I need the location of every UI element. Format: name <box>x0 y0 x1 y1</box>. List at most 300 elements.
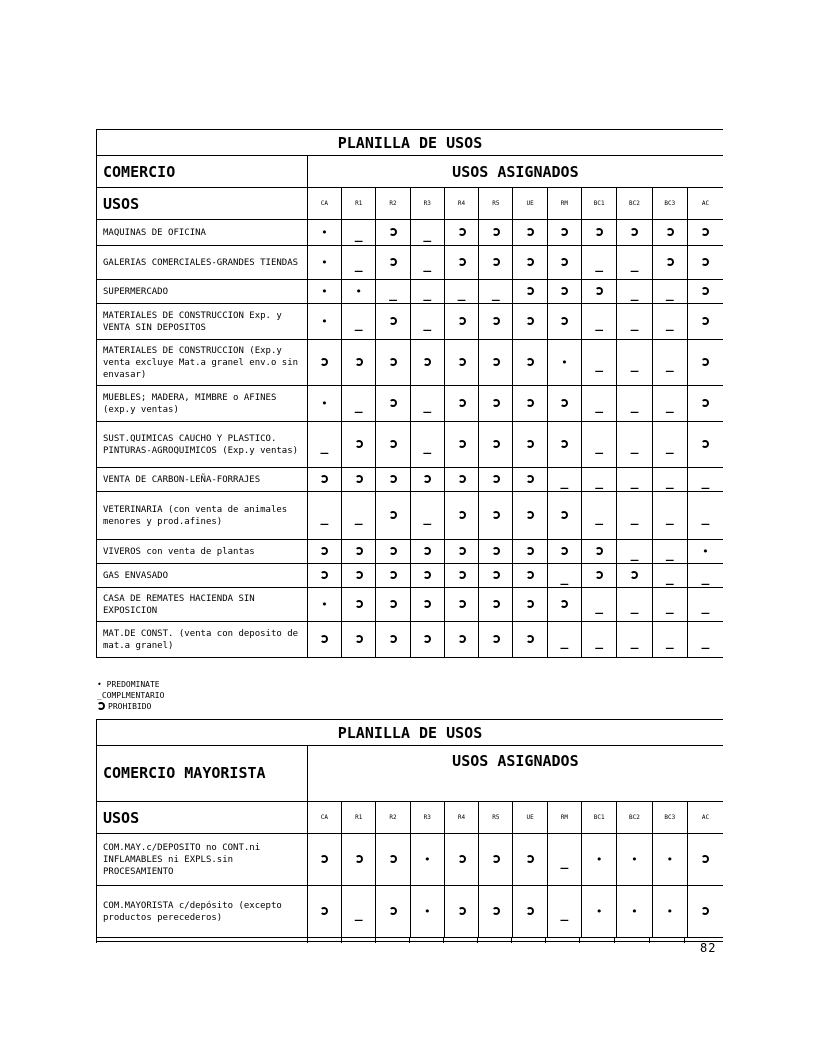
use-cell <box>307 280 341 304</box>
use-cell <box>444 422 478 468</box>
complementario-mark: _ <box>630 635 639 650</box>
use-cell <box>410 220 444 246</box>
prohibido-icon <box>355 635 363 643</box>
use-cell <box>307 422 341 468</box>
use-cell <box>652 834 687 886</box>
use-cell <box>410 886 444 938</box>
legend <box>97 679 164 712</box>
column-header: RM <box>547 188 581 220</box>
use-cell <box>652 622 687 658</box>
complementario-mark: _ <box>354 258 363 273</box>
prohibido-icon <box>560 547 568 555</box>
column-header: R3 <box>410 188 444 220</box>
prohibido-icon <box>595 287 603 295</box>
column-header: CA <box>307 188 341 220</box>
use-cell <box>479 886 513 938</box>
use-cell <box>547 886 581 938</box>
prohibido-icon <box>526 440 534 448</box>
table-row <box>97 564 724 588</box>
use-cell <box>513 340 547 386</box>
column-header: CA <box>307 802 341 834</box>
use-cell <box>652 422 687 468</box>
use-cell <box>307 220 341 246</box>
use-cell <box>547 564 581 588</box>
use-cell <box>307 492 341 540</box>
use-name: VIVEROS con venta de plantas <box>97 540 308 564</box>
prohibido-icon <box>423 547 431 555</box>
use-cell <box>652 492 687 540</box>
use-cell <box>582 492 617 540</box>
continuation-divider <box>477 938 478 943</box>
table-row <box>97 340 724 386</box>
prohibido-icon <box>458 855 466 863</box>
use-cell <box>342 220 376 246</box>
predominante-mark: • <box>321 397 328 410</box>
use-cell <box>513 564 547 588</box>
complementario-mark: _ <box>595 399 604 414</box>
use-cell <box>513 280 547 304</box>
use-cell <box>479 492 513 540</box>
use-cell <box>342 280 376 304</box>
legend-prohibido-label: PROHIBIDO <box>108 702 152 711</box>
prohibido-icon <box>458 635 466 643</box>
prohibido-icon <box>560 399 568 407</box>
prohibido-icon <box>320 907 328 915</box>
use-cell <box>582 280 617 304</box>
use-cell <box>444 280 478 304</box>
prohibido-icon <box>389 907 397 915</box>
prohibido-icon <box>458 317 466 325</box>
use-cell <box>342 540 376 564</box>
complementario-mark: _ <box>423 258 432 273</box>
use-cell <box>513 386 547 422</box>
predominante-mark: • <box>561 356 568 369</box>
continuation-divider <box>579 938 580 943</box>
complementario-mark: _ <box>560 855 569 870</box>
use-cell <box>617 540 652 564</box>
use-cell <box>444 588 478 622</box>
use-cell <box>410 340 444 386</box>
prohibido-icon <box>701 258 709 266</box>
prohibido-icon <box>492 399 500 407</box>
use-cell <box>410 468 444 492</box>
use-cell <box>513 220 547 246</box>
predominante-mark: • <box>321 226 328 239</box>
column-header: UE <box>513 188 547 220</box>
use-cell <box>342 564 376 588</box>
prohibido-icon <box>423 571 431 579</box>
prohibido-icon <box>526 571 534 579</box>
use-cell <box>342 386 376 422</box>
use-cell <box>479 834 513 886</box>
use-cell <box>342 468 376 492</box>
complementario-mark: _ <box>701 571 710 586</box>
use-cell <box>376 422 410 468</box>
planilla-table-mayorista <box>96 719 723 938</box>
use-cell <box>307 886 341 938</box>
table-row <box>97 422 724 468</box>
prohibido-icon <box>526 475 534 483</box>
table-row <box>97 304 724 340</box>
use-cell <box>479 220 513 246</box>
table-title: PLANILLA DE USOS <box>97 720 724 746</box>
prohibido-icon <box>701 317 709 325</box>
prohibido-icon <box>320 855 328 863</box>
predominante-mark: • <box>666 853 674 866</box>
prohibido-icon <box>492 358 500 366</box>
use-cell <box>652 468 687 492</box>
use-cell <box>376 588 410 622</box>
complementario-mark: _ <box>665 317 674 332</box>
use-cell <box>342 588 376 622</box>
column-header: UE <box>513 802 547 834</box>
complementario-mark: _ <box>423 228 432 243</box>
legend-prohibido <box>97 701 164 712</box>
table-row <box>97 280 724 304</box>
use-cell <box>410 540 444 564</box>
use-cell <box>547 220 581 246</box>
complementario-mark: _ <box>354 511 363 526</box>
prohibido-icon <box>389 228 397 236</box>
use-cell <box>513 834 547 886</box>
column-header: R1 <box>342 802 376 834</box>
use-cell <box>687 340 723 386</box>
prohibido-icon <box>389 475 397 483</box>
complementario-mark: _ <box>630 475 639 490</box>
complementario-mark: _ <box>630 358 639 373</box>
prohibido-icon <box>458 399 466 407</box>
complementario-mark: _ <box>423 287 432 302</box>
predominante-mark: • <box>702 545 709 558</box>
complementario-mark: _ <box>560 475 569 490</box>
use-cell <box>547 622 581 658</box>
continuation-divider <box>649 938 650 943</box>
predominante-mark: • <box>423 905 431 918</box>
predominante-mark: • <box>423 853 431 866</box>
prohibido-icon <box>389 600 397 608</box>
complementario-mark: _ <box>560 907 569 922</box>
use-cell <box>547 468 581 492</box>
column-header: R5 <box>479 188 513 220</box>
continuation-divider <box>614 938 615 943</box>
complementario-mark: _ <box>665 600 674 615</box>
continuation-divider <box>307 938 308 943</box>
complementario-mark: _ <box>665 440 674 455</box>
use-cell <box>582 588 617 622</box>
prohibido-icon <box>389 358 397 366</box>
use-cell <box>376 246 410 280</box>
use-cell <box>687 540 723 564</box>
table-title: PLANILLA DE USOS <box>97 130 724 156</box>
use-cell <box>513 492 547 540</box>
usos-header: USOS <box>97 188 308 220</box>
complementario-mark: _ <box>701 635 710 650</box>
use-cell <box>342 304 376 340</box>
use-name: COM.MAYORISTA c/depósito (excepto productos perecederos) <box>97 886 308 938</box>
predominante-mark: • <box>355 285 363 298</box>
table-row <box>97 220 724 246</box>
use-cell <box>307 468 341 492</box>
use-cell <box>617 886 652 938</box>
use-cell <box>444 304 478 340</box>
usos-header: USOS <box>97 802 308 834</box>
use-cell <box>617 622 652 658</box>
complementario-mark: _ <box>630 547 639 562</box>
use-cell <box>547 422 581 468</box>
use-name: CASA DE REMATES HACIENDA SIN EXPOSICION <box>97 588 308 622</box>
prohibido-icon <box>492 907 500 915</box>
use-cell <box>687 422 723 468</box>
use-name: VETERINARIA (con venta de animales menores y prod.afines) <box>97 492 308 540</box>
column-header: R3 <box>410 802 444 834</box>
complementario-mark: _ <box>595 440 604 455</box>
use-name: MATERIALES DE CONSTRUCCION (Exp.y venta excluye Mat.a granel env.o sin envasar) <box>97 340 308 386</box>
use-cell <box>376 492 410 540</box>
prohibido-icon <box>526 511 534 519</box>
prohibido-icon <box>492 475 500 483</box>
use-cell <box>617 304 652 340</box>
prohibido-icon <box>492 600 500 608</box>
use-cell <box>307 304 341 340</box>
table-row <box>97 468 724 492</box>
prohibido-icon <box>458 511 466 519</box>
use-cell <box>479 246 513 280</box>
continuation-divider <box>375 938 376 943</box>
column-header: BC3 <box>652 802 687 834</box>
table-row <box>97 246 724 280</box>
complementario-mark: _ <box>665 358 674 373</box>
complementario-mark: _ <box>665 547 674 562</box>
column-header: AC <box>687 802 723 834</box>
use-cell <box>547 280 581 304</box>
use-cell <box>444 622 478 658</box>
use-cell <box>307 386 341 422</box>
legend-complementario: _COMPLMENTARIO <box>97 691 165 700</box>
complementario-mark: _ <box>560 571 569 586</box>
use-cell <box>687 304 723 340</box>
prohibido-icon <box>666 228 674 236</box>
use-cell <box>376 386 410 422</box>
prohibido-icon <box>630 228 638 236</box>
use-cell <box>582 304 617 340</box>
use-cell <box>513 246 547 280</box>
prohibido-icon <box>526 358 534 366</box>
use-cell <box>582 468 617 492</box>
use-cell <box>617 468 652 492</box>
prohibido-icon <box>320 635 328 643</box>
complementario-mark: _ <box>630 600 639 615</box>
prohibido-icon <box>595 571 603 579</box>
use-cell <box>617 588 652 622</box>
prohibido-icon <box>355 358 363 366</box>
prohibido-icon <box>630 571 638 579</box>
use-cell <box>444 468 478 492</box>
prohibido-icon <box>458 440 466 448</box>
legend-predominante: • PREDOMINATE <box>97 680 160 689</box>
use-cell <box>687 564 723 588</box>
prohibido-icon <box>389 635 397 643</box>
prohibido-icon <box>423 635 431 643</box>
use-cell <box>342 834 376 886</box>
predominante-mark: • <box>321 598 328 611</box>
use-cell <box>617 834 652 886</box>
use-cell <box>479 540 513 564</box>
use-cell <box>376 280 410 304</box>
prohibido-icon <box>560 440 568 448</box>
use-cell <box>582 422 617 468</box>
use-cell <box>582 834 617 886</box>
use-cell <box>444 492 478 540</box>
prohibido-icon <box>97 702 105 710</box>
column-header: R2 <box>376 802 410 834</box>
complementario-mark: _ <box>630 317 639 332</box>
use-cell <box>410 422 444 468</box>
use-cell <box>687 834 723 886</box>
column-header: BC2 <box>617 802 652 834</box>
use-cell <box>687 220 723 246</box>
assigned-uses-header: USOS ASIGNADOS <box>307 746 723 802</box>
table-row <box>97 386 724 422</box>
prohibido-icon <box>526 287 534 295</box>
column-header: R5 <box>479 802 513 834</box>
prohibido-icon <box>389 317 397 325</box>
prohibido-icon <box>560 600 568 608</box>
complementario-mark: _ <box>665 475 674 490</box>
use-cell <box>410 280 444 304</box>
table-row <box>97 886 724 938</box>
use-cell <box>687 588 723 622</box>
prohibido-icon <box>492 571 500 579</box>
use-cell <box>687 492 723 540</box>
predominante-mark: • <box>321 285 328 298</box>
table-row <box>97 588 724 622</box>
prohibido-icon <box>492 511 500 519</box>
table-row <box>97 540 724 564</box>
use-cell <box>479 622 513 658</box>
prohibido-icon <box>595 228 603 236</box>
use-cell <box>410 834 444 886</box>
use-cell <box>513 422 547 468</box>
use-cell <box>582 886 617 938</box>
use-cell <box>479 588 513 622</box>
complementario-mark: _ <box>701 475 710 490</box>
section-label: COMERCIO MAYORISTA <box>97 746 308 802</box>
use-cell <box>617 564 652 588</box>
complementario-mark: _ <box>423 440 432 455</box>
prohibido-icon <box>560 317 568 325</box>
complementario-mark: _ <box>595 635 604 650</box>
use-name: MAT.DE CONST. (venta con deposito de mat.a granel) <box>97 622 308 658</box>
prohibido-icon <box>389 511 397 519</box>
complementario-mark: _ <box>595 317 604 332</box>
prohibido-icon <box>560 287 568 295</box>
prohibido-icon <box>320 475 328 483</box>
use-cell <box>513 304 547 340</box>
complementario-mark: _ <box>595 475 604 490</box>
use-name: VENTA DE CARBON-LEÑA-FORRAJES <box>97 468 308 492</box>
use-cell <box>687 246 723 280</box>
use-cell <box>652 246 687 280</box>
predominante-mark: • <box>595 905 603 918</box>
prohibido-icon <box>492 228 500 236</box>
use-cell <box>687 468 723 492</box>
complementario-mark: _ <box>665 511 674 526</box>
column-header: BC3 <box>652 188 687 220</box>
predominante-mark: • <box>631 905 638 918</box>
predominante-mark: • <box>321 315 328 328</box>
use-name: SUPERMERCADO <box>97 280 308 304</box>
prohibido-icon <box>389 547 397 555</box>
continuation-divider <box>443 938 444 943</box>
table-row <box>97 622 724 658</box>
use-cell <box>582 564 617 588</box>
prohibido-icon <box>458 228 466 236</box>
use-cell <box>513 622 547 658</box>
prohibido-icon <box>458 258 466 266</box>
prohibido-icon <box>355 440 363 448</box>
prohibido-icon <box>355 475 363 483</box>
continuation-divider <box>341 938 342 943</box>
use-cell <box>652 220 687 246</box>
prohibido-icon <box>423 475 431 483</box>
use-cell <box>547 246 581 280</box>
prohibido-icon <box>492 547 500 555</box>
use-cell <box>444 386 478 422</box>
prohibido-icon <box>355 600 363 608</box>
complementario-mark: _ <box>320 440 329 455</box>
column-header: BC1 <box>582 802 617 834</box>
complementario-mark: _ <box>491 287 500 302</box>
prohibido-icon <box>701 907 709 915</box>
use-cell <box>410 386 444 422</box>
prohibido-icon <box>458 907 466 915</box>
use-cell <box>376 304 410 340</box>
complementario-mark: _ <box>701 600 710 615</box>
predominante-mark: • <box>595 853 603 866</box>
use-cell <box>582 246 617 280</box>
use-cell <box>376 886 410 938</box>
use-cell <box>342 622 376 658</box>
column-header: BC2 <box>617 188 652 220</box>
prohibido-icon <box>526 600 534 608</box>
complementario-mark: _ <box>320 511 329 526</box>
complementario-mark: _ <box>595 511 604 526</box>
use-cell <box>307 246 341 280</box>
use-cell <box>376 340 410 386</box>
prohibido-icon <box>526 228 534 236</box>
use-cell <box>547 340 581 386</box>
use-cell <box>652 280 687 304</box>
complementario-mark: _ <box>595 358 604 373</box>
use-name: COM.MAY.c/DEPOSITO no CONT.ni INFLAMABLES ni EXPLS.sin PROCESAMIENTO <box>97 834 308 886</box>
use-cell <box>617 386 652 422</box>
complementario-mark: _ <box>630 399 639 414</box>
use-cell <box>652 340 687 386</box>
use-cell <box>342 422 376 468</box>
use-cell <box>617 246 652 280</box>
prohibido-icon <box>389 855 397 863</box>
prohibido-icon <box>526 317 534 325</box>
prohibido-icon <box>389 258 397 266</box>
use-cell <box>307 622 341 658</box>
use-cell <box>444 834 478 886</box>
use-cell <box>479 386 513 422</box>
prohibido-icon <box>355 571 363 579</box>
continuation-divider <box>96 938 97 943</box>
complementario-mark: _ <box>630 440 639 455</box>
prohibido-icon <box>458 358 466 366</box>
use-cell <box>410 246 444 280</box>
